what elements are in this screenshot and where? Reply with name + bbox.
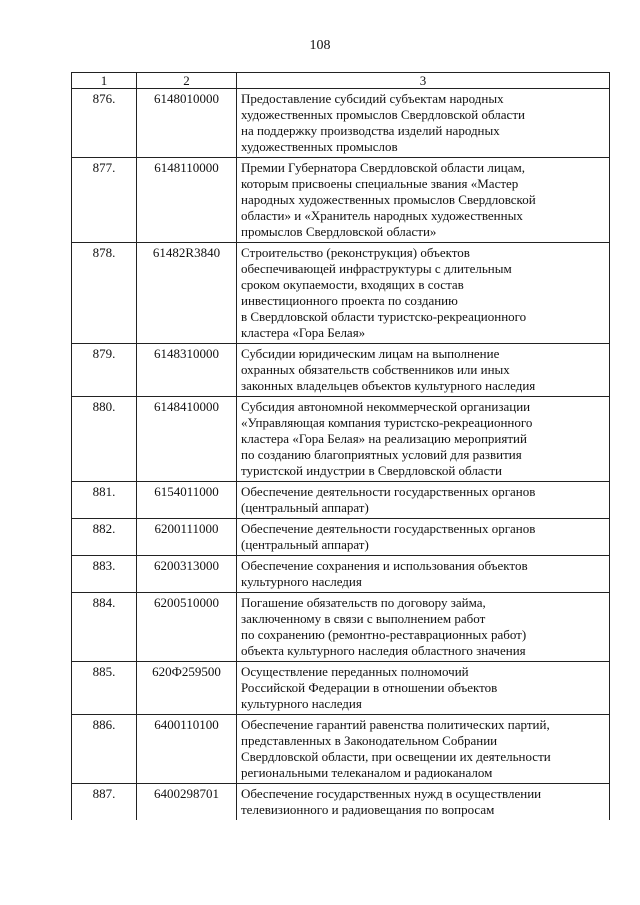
row-number: 881. xyxy=(72,482,137,519)
table-row xyxy=(72,89,610,158)
row-code: 6400298701 xyxy=(137,784,237,821)
column-header-2: 2 xyxy=(137,73,237,89)
row-description: Обеспечение деятельности государственных органов (центральный аппарат) xyxy=(237,482,610,519)
header-row xyxy=(72,73,610,89)
row-code: 6148310000 xyxy=(137,344,237,397)
row-number: 886. xyxy=(72,715,137,784)
row-code: 6148110000 xyxy=(137,158,237,243)
row-description: Строительство (реконструкция) объектов обеспечивающей инфраструктуры с длительным сроком окупаемости, входящих в состав инвестиционного проекта по созданию в Свердловской области туристско-рекреационного кластера «Гора Белая» xyxy=(237,243,610,344)
row-description: Обеспечение сохранения и использования объектов культурного наследия xyxy=(237,556,610,593)
row-description: Предоставление субсидий субъектам народных художественных промыслов Свердловской области на поддержку производства изделий народных художественных промыслов xyxy=(237,89,610,158)
table-row xyxy=(72,243,610,344)
row-number: 884. xyxy=(72,593,137,662)
table-row xyxy=(72,556,610,593)
row-description: Погашение обязательств по договору займа, заключенному в связи с выполнением работ по сохранению (ремонтно-реставрационных работ) объекта культурного наследия областного значения xyxy=(237,593,610,662)
row-code: 6400110100 xyxy=(137,715,237,784)
row-number: 880. xyxy=(72,397,137,482)
row-description: Обеспечение деятельности государственных органов (центральный аппарат) xyxy=(237,519,610,556)
row-code: 6148410000 xyxy=(137,397,237,482)
row-code: 6154011000 xyxy=(137,482,237,519)
row-number: 882. xyxy=(72,519,137,556)
row-number: 883. xyxy=(72,556,137,593)
table-row xyxy=(72,715,610,784)
page-number: 108 xyxy=(309,38,331,53)
row-number: 887. xyxy=(72,784,137,821)
row-description: Субсидия автономной некоммерческой организации «Управляющая компания туристско-рекреационного кластера «Гора Белая» на реализацию мероприятий по созданию благоприятных условий для развития туристской индустрии в Свердловской области xyxy=(237,397,610,482)
row-number: 885. xyxy=(72,662,137,715)
row-description: Премии Губернатора Свердловской области лицам, которым присвоены специальные звания «Мастер народных художественных промыслов Свердловской области» и «Хранитель народных художественных промыслов Свердловской области» xyxy=(237,158,610,243)
row-code: 6200313000 xyxy=(137,556,237,593)
row-description: Обеспечение гарантий равенства политических партий, представленных в Законодательном Собрании Свердловской области, при освещении их деятельности региональными телеканалом и радиоканалом xyxy=(237,715,610,784)
row-code: 620Ф259500 xyxy=(137,662,237,715)
row-description: Осуществление переданных полномочий Российской Федерации в отношении объектов культурного наследия xyxy=(237,662,610,715)
row-code: 61482R3840 xyxy=(137,243,237,344)
table-row xyxy=(72,593,610,662)
table-row xyxy=(72,397,610,482)
table-row xyxy=(72,519,610,556)
row-number: 876. xyxy=(72,89,137,158)
row-description: Обеспечение государственных нужд в осуществлении телевизионного и радиовещания по вопросам xyxy=(237,784,610,821)
table-header xyxy=(72,73,610,89)
table-row xyxy=(72,344,610,397)
table-body xyxy=(72,89,610,821)
budget-codes-table xyxy=(71,72,610,820)
column-header-1: 1 xyxy=(72,73,137,89)
row-description: Субсидии юридическим лицам на выполнение охранных обязательств собственников или иных законных владельцев объектов культурного наследия xyxy=(237,344,610,397)
table-row xyxy=(72,482,610,519)
row-code: 6148010000 xyxy=(137,89,237,158)
table-row xyxy=(72,784,610,821)
table-row xyxy=(72,662,610,715)
column-header-3: 3 xyxy=(237,73,610,89)
row-number: 878. xyxy=(72,243,137,344)
row-number: 879. xyxy=(72,344,137,397)
table-row xyxy=(72,158,610,243)
row-code: 6200111000 xyxy=(137,519,237,556)
row-number: 877. xyxy=(72,158,137,243)
row-code: 6200510000 xyxy=(137,593,237,662)
